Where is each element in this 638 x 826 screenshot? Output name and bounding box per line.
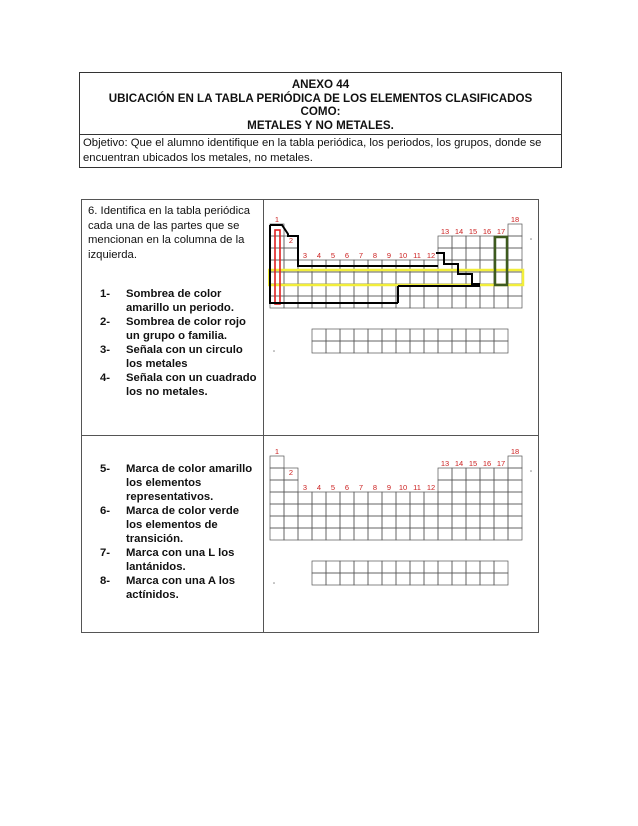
- column-divider: [263, 200, 264, 632]
- table-cell: [480, 528, 494, 540]
- table-cell: [466, 492, 480, 504]
- table-cell: [368, 528, 382, 540]
- table-cell: [438, 561, 452, 573]
- table-cell: [326, 329, 340, 341]
- task-item: 7- Marca con una L los lantánidos.: [100, 547, 235, 573]
- table-cell: [326, 272, 340, 284]
- table-cell: [270, 248, 284, 260]
- table-cell: [368, 573, 382, 585]
- table-cell: [452, 341, 466, 353]
- table-cell: [452, 468, 466, 480]
- table-cell: [368, 341, 382, 353]
- table-cell: [382, 504, 396, 516]
- table-cell: [508, 480, 522, 492]
- table-cell: [466, 528, 480, 540]
- table-cell: [368, 516, 382, 528]
- red-group-mark: [275, 230, 280, 304]
- table-cell: [508, 296, 522, 308]
- table-cell: [494, 296, 508, 308]
- table-cell: [326, 504, 340, 516]
- table-cell: [382, 341, 396, 353]
- group-label: 1: [274, 215, 280, 224]
- periodic-table-2: [268, 443, 536, 593]
- group-label: 7: [358, 483, 364, 492]
- table-cell: [396, 516, 410, 528]
- table-cell: [480, 329, 494, 341]
- table-cell: [480, 561, 494, 573]
- group-label: 6: [344, 483, 350, 492]
- table-cell: [438, 573, 452, 585]
- table-cell: [312, 492, 326, 504]
- table-cell: [410, 341, 424, 353]
- table-cell: [466, 468, 480, 480]
- group-label: 7: [358, 251, 364, 260]
- table-cell: [508, 504, 522, 516]
- table-cell: [410, 504, 424, 516]
- table-cell: [494, 468, 508, 480]
- dot-mark: [273, 582, 275, 584]
- task-item: 5- Marca de color amarillo los elementos representativos.: [100, 463, 253, 503]
- task-item: 4- Señala con un cuadrado los no metales.: [100, 372, 257, 398]
- group-label: 6: [344, 251, 350, 260]
- table-cell: [326, 492, 340, 504]
- table-cell: [396, 561, 410, 573]
- table-cell: [508, 528, 522, 540]
- table-cell: [298, 528, 312, 540]
- table-cell: [438, 516, 452, 528]
- group-label: 1: [274, 447, 280, 456]
- table-cell: [424, 492, 438, 504]
- table-cell: [354, 528, 368, 540]
- table-cell: [340, 504, 354, 516]
- table-cell: [410, 296, 424, 308]
- table-cell: [284, 480, 298, 492]
- table-cell: [284, 516, 298, 528]
- table-cell: [270, 528, 284, 540]
- table-cell: [340, 272, 354, 284]
- table-cell: [480, 504, 494, 516]
- table-cell: [508, 456, 522, 468]
- group-label: 8: [372, 483, 378, 492]
- table-cell: [466, 516, 480, 528]
- table-cell: [410, 272, 424, 284]
- table-cell: [284, 492, 298, 504]
- table-cell: [354, 329, 368, 341]
- table-cell: [312, 341, 326, 353]
- table-cell: [298, 516, 312, 528]
- table-cell: [340, 528, 354, 540]
- table-cell: [438, 480, 452, 492]
- table-cell: [284, 248, 298, 260]
- table-cell: [480, 272, 494, 284]
- task-item: 3- Señala con un circulo los metales: [100, 344, 243, 370]
- table-cell: [508, 236, 522, 248]
- table-cell: [396, 329, 410, 341]
- table-cell: [480, 573, 494, 585]
- table-cell: [410, 561, 424, 573]
- table-cell: [494, 573, 508, 585]
- table-cell: [396, 528, 410, 540]
- table-cell: [438, 492, 452, 504]
- table-cell: [508, 492, 522, 504]
- table-cell: [424, 561, 438, 573]
- table-cell: [424, 341, 438, 353]
- task-item: 1- Sombrea de color amarillo un periodo.: [100, 288, 234, 314]
- table-cell: [312, 561, 326, 573]
- table-cell: [508, 272, 522, 284]
- group-label: 3: [302, 251, 308, 260]
- table-cell: [354, 272, 368, 284]
- table-cell: [382, 573, 396, 585]
- table-cell: [452, 573, 466, 585]
- group-label: 4: [316, 251, 322, 260]
- table-cell: [508, 224, 522, 236]
- table-cell: [284, 528, 298, 540]
- table-cell: [466, 561, 480, 573]
- table-cell: [410, 573, 424, 585]
- table-cell: [340, 341, 354, 353]
- table-cell: [424, 516, 438, 528]
- table-cell: [312, 329, 326, 341]
- table-cell: [396, 492, 410, 504]
- group-label: 4: [316, 483, 322, 492]
- table-cell: [368, 561, 382, 573]
- table-cell: [284, 272, 298, 284]
- table-cell: [354, 561, 368, 573]
- green-box-mark: [495, 237, 507, 285]
- table-cell: [410, 516, 424, 528]
- title-line-3: COMO:: [300, 105, 341, 118]
- table-cell: [466, 236, 480, 248]
- table-cell: [340, 329, 354, 341]
- group-label: 17: [496, 459, 506, 468]
- table-cell: [410, 528, 424, 540]
- table-cell: [340, 516, 354, 528]
- table-cell: [410, 329, 424, 341]
- table-cell: [494, 504, 508, 516]
- table-cell: [480, 480, 494, 492]
- table-cell: [340, 561, 354, 573]
- periodic-table-1: [268, 211, 536, 361]
- table-cell: [452, 561, 466, 573]
- table-cell: [270, 480, 284, 492]
- table-cell: [326, 561, 340, 573]
- table-cell: [438, 528, 452, 540]
- title-line-2: UBICACIÓN EN LA TABLA PERIÓDICA DE LOS ELEMENTOS CLASIFICADOS: [108, 91, 533, 105]
- task-list-1: [88, 287, 258, 399]
- table-cell: [340, 492, 354, 504]
- table-cell: [466, 573, 480, 585]
- table-cell: [466, 341, 480, 353]
- group-label: 12: [426, 483, 436, 492]
- table-cell: [494, 480, 508, 492]
- group-label: 18: [510, 215, 520, 224]
- table-cell: [424, 528, 438, 540]
- table-cell: [452, 236, 466, 248]
- objective-text: Objetivo: Que el alumno identifique en la tabla periódica, los periodos, los grupos, donde se encuentran ubicados los metales, no metales.: [83, 137, 542, 164]
- table-cell: [382, 272, 396, 284]
- table-cell: [396, 573, 410, 585]
- table-cell: [438, 468, 452, 480]
- table-cell: [326, 516, 340, 528]
- table-cell: [494, 341, 508, 353]
- table-cell: [452, 296, 466, 308]
- table-cell: [368, 329, 382, 341]
- table-cell: [466, 329, 480, 341]
- table-cell: [480, 296, 494, 308]
- table-cell: [438, 504, 452, 516]
- table-cell: [452, 329, 466, 341]
- table-cell: [312, 504, 326, 516]
- table-cell: [396, 341, 410, 353]
- table-cell: [466, 248, 480, 260]
- table-cell: [368, 272, 382, 284]
- table-cell: [480, 492, 494, 504]
- group-label: 18: [510, 447, 520, 456]
- table-cell: [270, 272, 284, 284]
- group-label: 10: [398, 483, 408, 492]
- table-cell: [284, 504, 298, 516]
- task-item: 2- Sombrea de color rojo un grupo o familia.: [100, 316, 246, 342]
- title-line-4: METALES Y NO METALES.: [247, 118, 394, 132]
- group-label: 2: [288, 468, 294, 477]
- table-cell: [438, 296, 452, 308]
- metal-boundary-steps: [436, 253, 480, 284]
- table-cell: [424, 272, 438, 284]
- table-cell: [298, 492, 312, 504]
- group-label: 15: [468, 227, 478, 236]
- table-cell: [494, 561, 508, 573]
- group-label: 11: [413, 483, 421, 492]
- group-label: 11: [413, 251, 421, 260]
- table-cell: [382, 516, 396, 528]
- table-cell: [326, 528, 340, 540]
- table-cell: [438, 272, 452, 284]
- group-label: 13: [440, 227, 450, 236]
- group-label: 5: [330, 483, 336, 492]
- table-cell: [494, 528, 508, 540]
- group-label: 16: [482, 227, 492, 236]
- header-box: [79, 72, 562, 168]
- table-cell: [494, 329, 508, 341]
- table-cell: [326, 341, 340, 353]
- table-cell: [452, 480, 466, 492]
- dot-mark: [273, 350, 275, 352]
- table-cell: [298, 272, 312, 284]
- table-cell: [480, 236, 494, 248]
- table-cell: [424, 573, 438, 585]
- table-cell: [270, 456, 284, 468]
- table-cell: [480, 341, 494, 353]
- table-cell: [382, 561, 396, 573]
- table-cell: [466, 296, 480, 308]
- table-cell: [494, 492, 508, 504]
- table-cell: [480, 468, 494, 480]
- table-cell: [368, 492, 382, 504]
- table-cell: [312, 573, 326, 585]
- table-cell: [326, 573, 340, 585]
- table-cell: [424, 329, 438, 341]
- table-cell: [480, 248, 494, 260]
- table-cell: [508, 468, 522, 480]
- table-cell: [494, 516, 508, 528]
- table-cell: [438, 236, 452, 248]
- task-list-2: [88, 462, 258, 602]
- dot-mark: [530, 238, 532, 240]
- table-cell: [368, 504, 382, 516]
- table-cell: [438, 329, 452, 341]
- task-item: 8- Marca con una A los actínidos.: [100, 575, 236, 601]
- table-cell: [466, 504, 480, 516]
- task-item: 6- Marca de color verde los elementos de transición.: [100, 505, 240, 545]
- group-label: 5: [330, 251, 336, 260]
- table-cell: [452, 492, 466, 504]
- table-cell: [452, 504, 466, 516]
- table-cell: [354, 492, 368, 504]
- table-cell: [270, 492, 284, 504]
- table-cell: [410, 492, 424, 504]
- table-cell: [340, 573, 354, 585]
- group-label: 12: [426, 251, 436, 260]
- table-cell: [466, 480, 480, 492]
- group-label: 2: [288, 236, 294, 245]
- table-cell: [270, 468, 284, 480]
- table-cell: [382, 528, 396, 540]
- table-cell: [312, 516, 326, 528]
- table-cell: [354, 341, 368, 353]
- group-label: 16: [482, 459, 492, 468]
- group-label: 8: [372, 251, 378, 260]
- row-divider: [82, 435, 538, 436]
- table-cell: [452, 516, 466, 528]
- dot-mark: [530, 470, 532, 472]
- table-cell: [424, 296, 438, 308]
- table-cell: [312, 528, 326, 540]
- table-cell: [508, 248, 522, 260]
- table-cell: [396, 272, 410, 284]
- table-cell: [480, 516, 494, 528]
- header-title: [80, 73, 561, 135]
- group-label: 10: [398, 251, 408, 260]
- table-cell: [354, 516, 368, 528]
- table-cell: [508, 516, 522, 528]
- group-label: 13: [440, 459, 450, 468]
- activity-table: [81, 199, 539, 633]
- group-label: 14: [454, 227, 464, 236]
- instruction-text: 6. Identifica en la tabla periódica cada una de las partes que se mencionan en la columna de la izquierda.: [88, 205, 251, 261]
- group-label: 9: [386, 251, 392, 260]
- table-cell: [438, 341, 452, 353]
- table-cell: [312, 272, 326, 284]
- table-cell: [396, 504, 410, 516]
- table-cell: [452, 248, 466, 260]
- table-cell: [298, 504, 312, 516]
- title-line-1: ANEXO 44: [291, 78, 350, 91]
- table-cell: [270, 504, 284, 516]
- group-label: 14: [454, 459, 464, 468]
- table-cell: [424, 504, 438, 516]
- table-cell: [382, 492, 396, 504]
- table-cell: [270, 516, 284, 528]
- table-cell: [382, 329, 396, 341]
- group-label: 17: [496, 227, 506, 236]
- group-label: 15: [468, 459, 478, 468]
- table-cell: [270, 236, 284, 248]
- table-cell: [452, 528, 466, 540]
- group-label: 9: [386, 483, 392, 492]
- table-cell: [354, 504, 368, 516]
- group-label: 3: [302, 483, 308, 492]
- table-cell: [354, 573, 368, 585]
